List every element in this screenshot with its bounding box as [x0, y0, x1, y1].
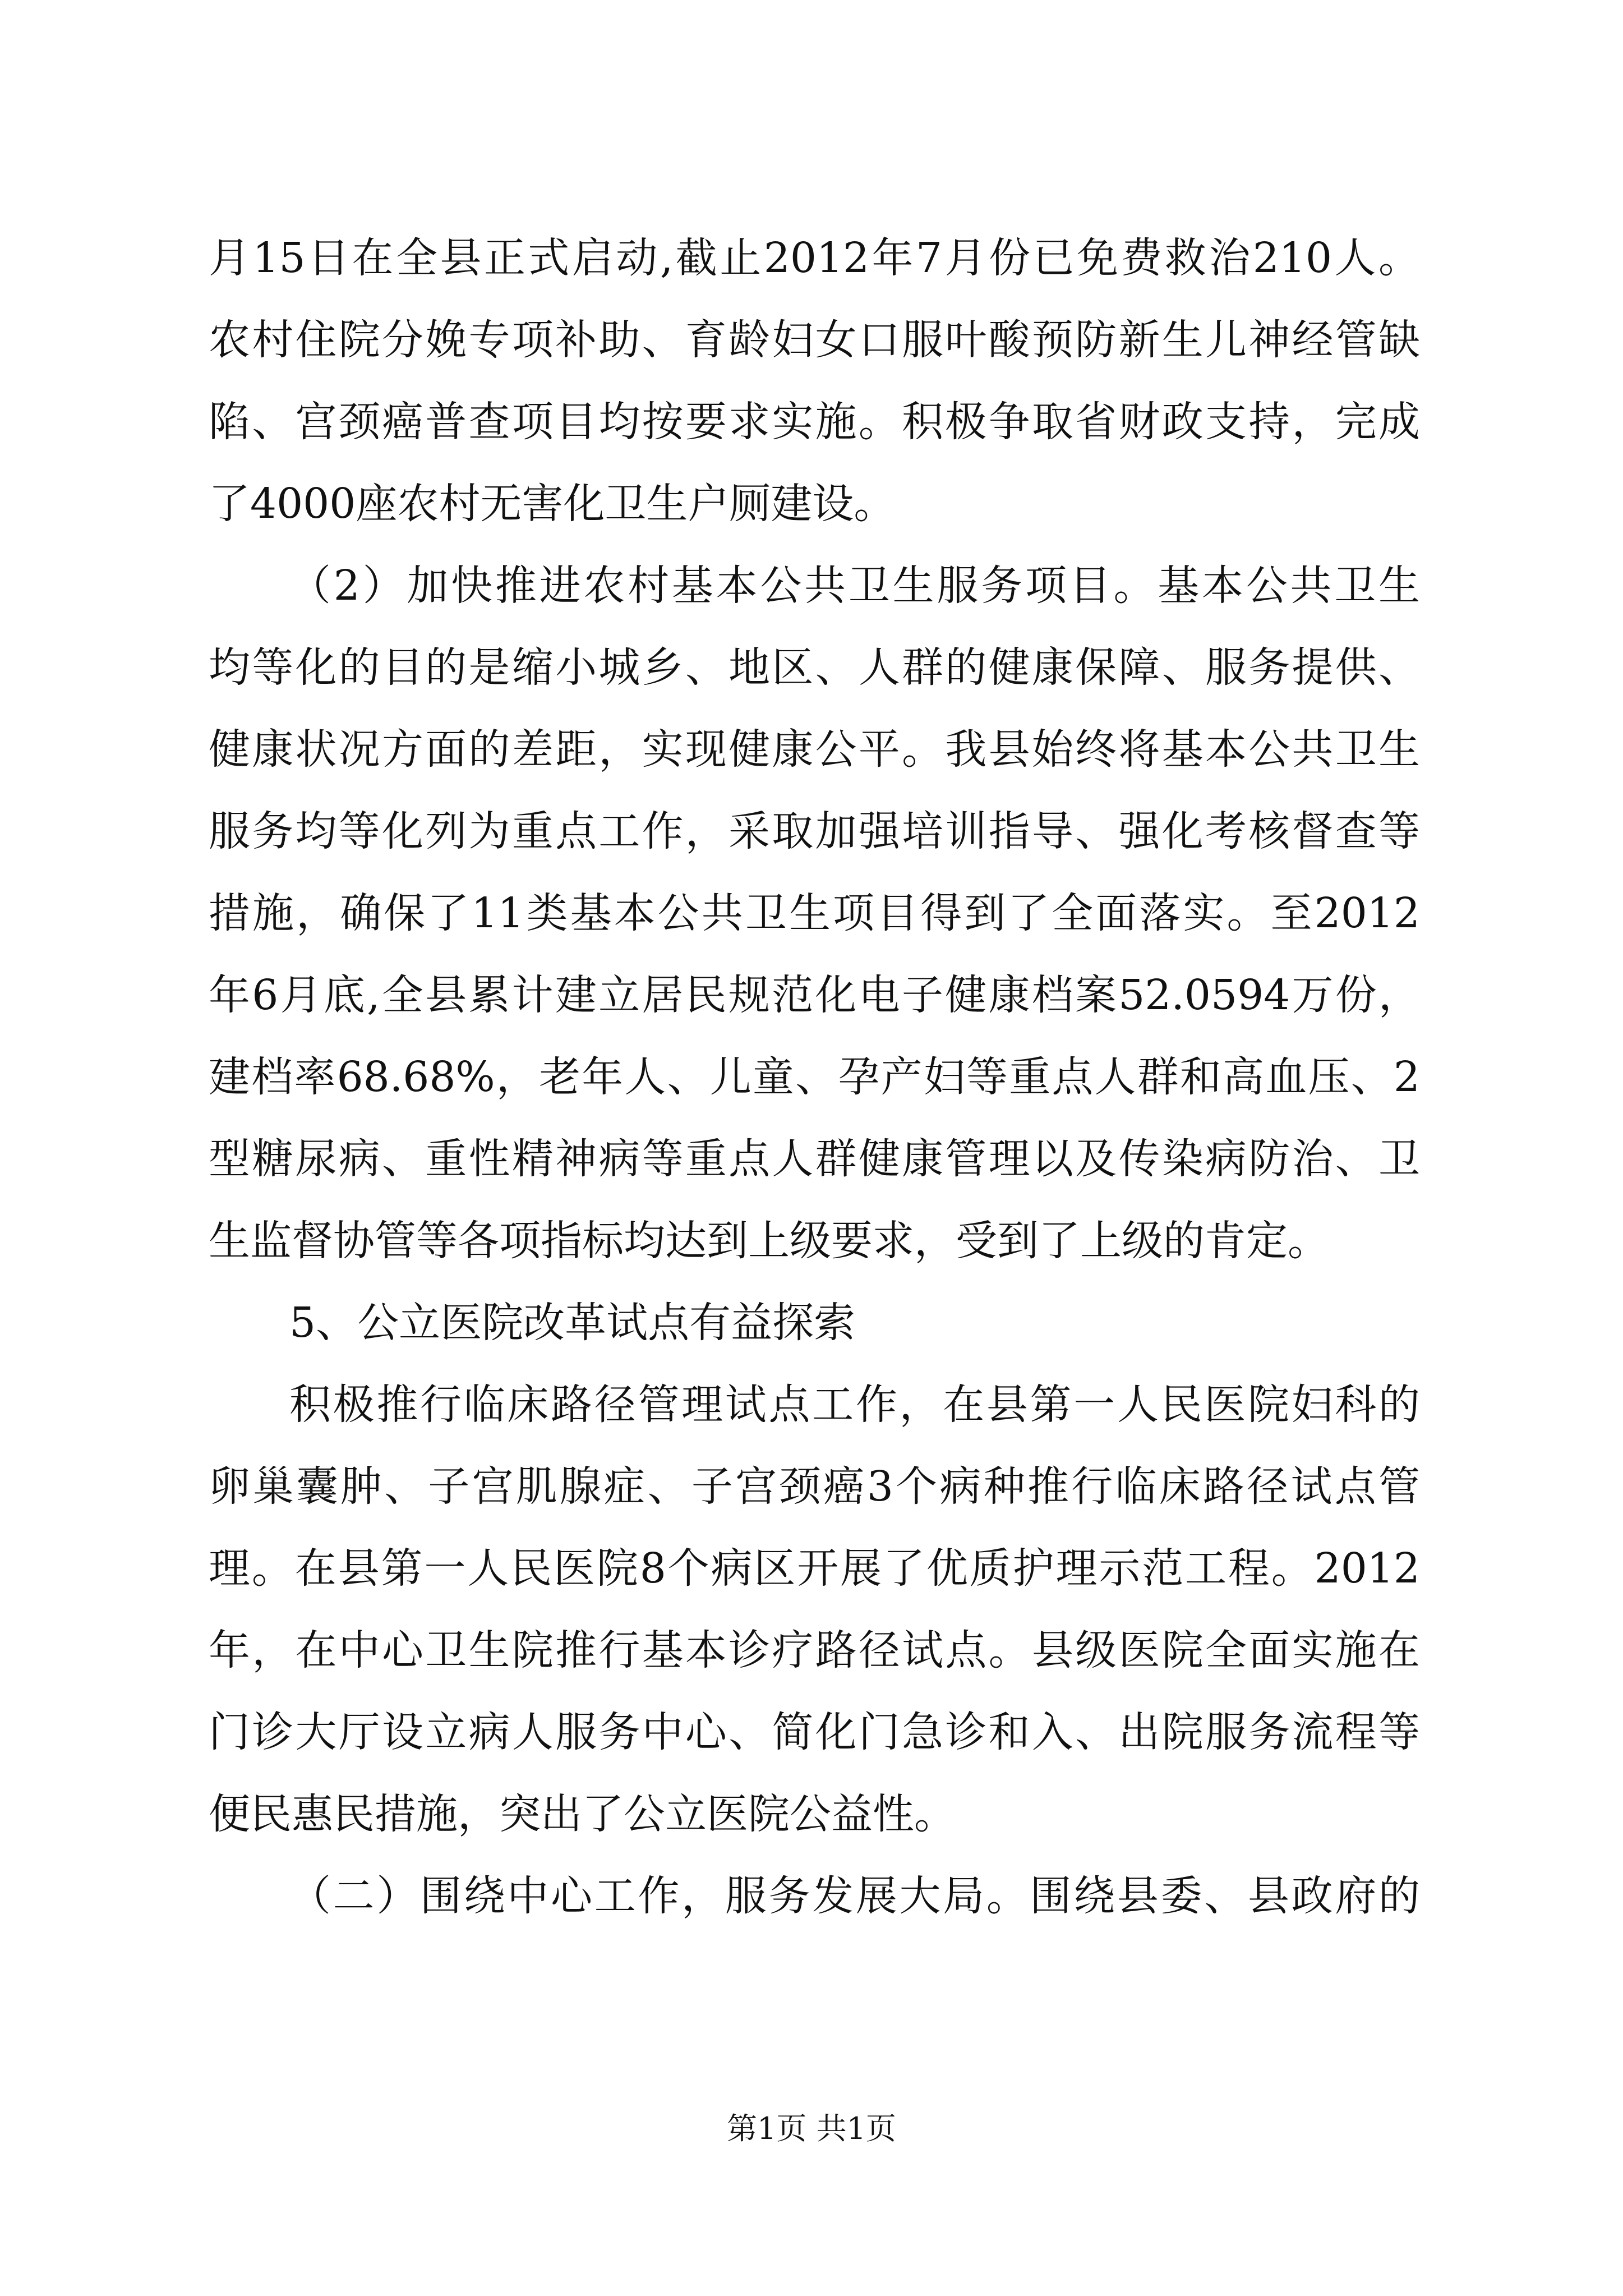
body-line: 型糖尿病、重性精神病等重点人群健康管理以及传染病防治、卫 [209, 1135, 1420, 1183]
body-line: 年6月底,全县累计建立居民规范化电子健康档案52.0594万份， [209, 971, 1420, 1019]
body-line: 健康状况方面的差距，实现健康公平。我县始终将基本公共卫生 [209, 725, 1420, 774]
section-heading: 5、公立医院改革试点有益探索 [289, 1299, 856, 1347]
body-line: 年，在中心卫生院推行基本诊疗路径试点。县级医院全面实施在 [209, 1626, 1420, 1674]
body-line: 生监督协管等各项指标均达到上级要求，受到了上级的肯定。 [209, 1217, 1329, 1265]
body-line: 服务均等化列为重点工作，采取加强培训指导、强化考核督查等 [209, 807, 1420, 855]
body-line: 陷、宫颈癌普查项目均按要求实施。积极争取省财政支持，完成 [209, 398, 1420, 446]
body-line: 了4000座农村无害化卫生户厕建设。 [209, 480, 896, 528]
body-line: 卵巢囊肿、子宫肌腺症、子宫颈癌3个病种推行临床路径试点管 [209, 1462, 1420, 1511]
paragraph-heading: （二）围绕中心工作，服务发展大局。围绕县委、县政府的 [289, 1872, 1420, 1920]
body-line: 月15日在全县正式启动,截止2012年7月份已免费救治210人。 [209, 234, 1420, 282]
page-number-footer: 第1页 共1页 [727, 2111, 896, 2146]
body-line: 均等化的目的是缩小城乡、地区、人群的健康保障、服务提供、 [209, 643, 1420, 692]
paragraph-first-line: 积极推行临床路径管理试点工作，在县第一人民医院妇科的 [289, 1381, 1420, 1429]
body-line: 便民惠民措施，突出了公立医院公益性。 [209, 1790, 956, 1838]
body-line: 门诊大厅设立病人服务中心、简化门急诊和入、出院服务流程等 [209, 1708, 1420, 1756]
body-line: 建档率68.68%，老年人、儿童、孕产妇等重点人群和高血压、2 [209, 1053, 1420, 1101]
body-line: 农村住院分娩专项补助、育龄妇女口服叶酸预防新生儿神经管缺 [209, 316, 1420, 364]
body-line: 措施，确保了11类基本公共卫生项目得到了全面落实。至2012 [209, 889, 1420, 937]
body-line: 理。在县第一人民医院8个病区开展了优质护理示范工程。2012 [209, 1544, 1420, 1593]
paragraph-heading: （2）加快推进农村基本公共卫生服务项目。基本公共卫生 [289, 562, 1420, 610]
